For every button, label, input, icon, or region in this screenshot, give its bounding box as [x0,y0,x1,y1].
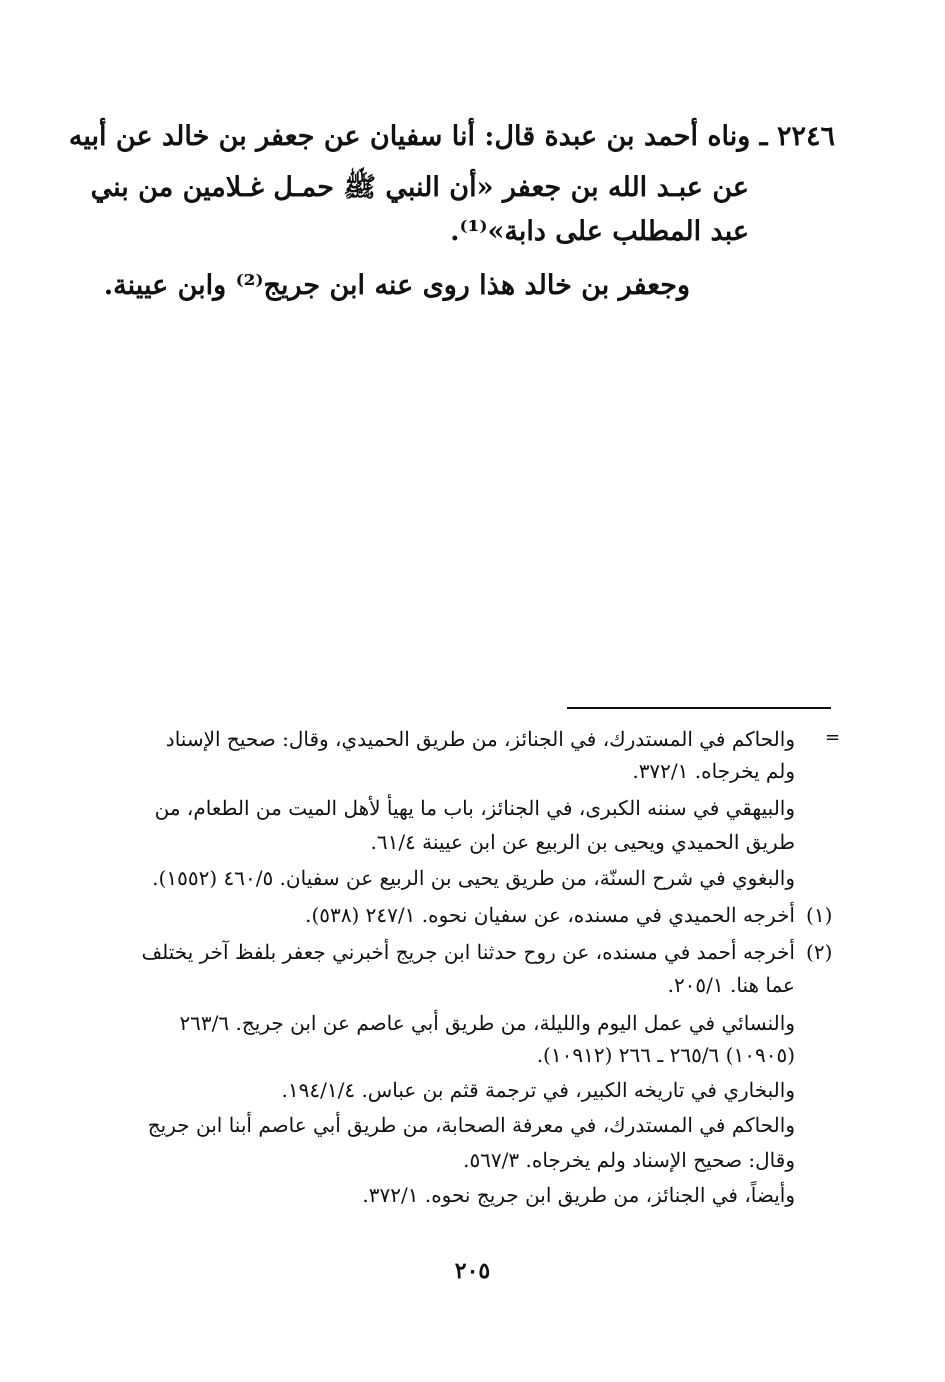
hadith-line: عن عبـد الله بن جعفر «أن النبي ﷺ حمـل غـلامين من بني [90,172,749,203]
hadith-line: عبد المطلب على دابة»⁽¹⁾. [450,216,749,247]
hadith-line: ٢٢٤٦ ـ وناه أحمد بن عبدة قال: أنا سفيان عن جعفر بن خالد عن أبيه [68,121,835,152]
footnote-line: أخرجه أحمد في مسنده، عن روح حدثنا ابن جريج أخبرني جعفر بلفظ آخر يختلف [141,940,795,964]
footnote-line: طريق الحميدي ويحيى بن الربيع عن ابن عيينة ٦١/٤. [370,830,795,854]
footnote-line: والحاكم في المستدرك، في معرفة الصحابة، من طريق أبي عاصم أبنا ابن جريج [147,1113,795,1137]
footnote-line: والنسائي في عمل اليوم والليلة، من طريق أبي عاصم عن ابن جريج. ٢٦٣/٦ [179,1011,795,1035]
footnote-line: والبغوي في شرح السنّة، من طريق يحيى بن الربيع عن سفيان. ٤٦٠/٥ (١٥٥٢). [152,866,795,890]
footnote-line: عما هنا. ٢٠٥/١. [667,973,795,997]
footnote-separator [567,707,831,709]
footnote-line: وقال: صحيح الإسناد ولم يخرجاه. ٥٦٧/٣. [463,1148,795,1172]
footnote-number-1: (١) [806,903,833,927]
page-number: ٢٠٥ [454,1258,491,1284]
footnote-number-2: (٢) [806,940,833,964]
footnote-continuation-mark: = [825,727,841,748]
footnote-line: والحاكم في المستدرك، في الجنائز، من طريق الحميدي، وقال: صحيح الإسناد [165,727,795,751]
footnote-line: (١٠٩٠٥) ٢٦٥/٦ ـ ٢٦٦ (١٠٩١٢). [536,1043,795,1067]
commentary-line: وجعفر بن خالد هذا روى عنه ابن جريج⁽²⁾ وابن عيينة. [103,270,690,301]
footnote-line: والبخاري في تاريخه الكبير، في ترجمة قثم بن عباس. ١٩٤/١/٤. [281,1078,795,1102]
footnote-line: أخرجه الحميدي في مسنده، عن سفيان نحوه. ٢٤٧/١ (٥٣٨). [305,903,795,927]
footnote-line: والبيهقي في سننه الكبرى، في الجنائز، باب ما يهيأ لأهل الميت من الطعام، من [154,796,795,820]
footnote-line: وأيضاً، في الجنائز، من طريق ابن جريج نحوه. ٣٧٢/١. [362,1183,795,1207]
footnote-line: ولم يخرجاه. ٣٧٢/١. [632,759,795,783]
